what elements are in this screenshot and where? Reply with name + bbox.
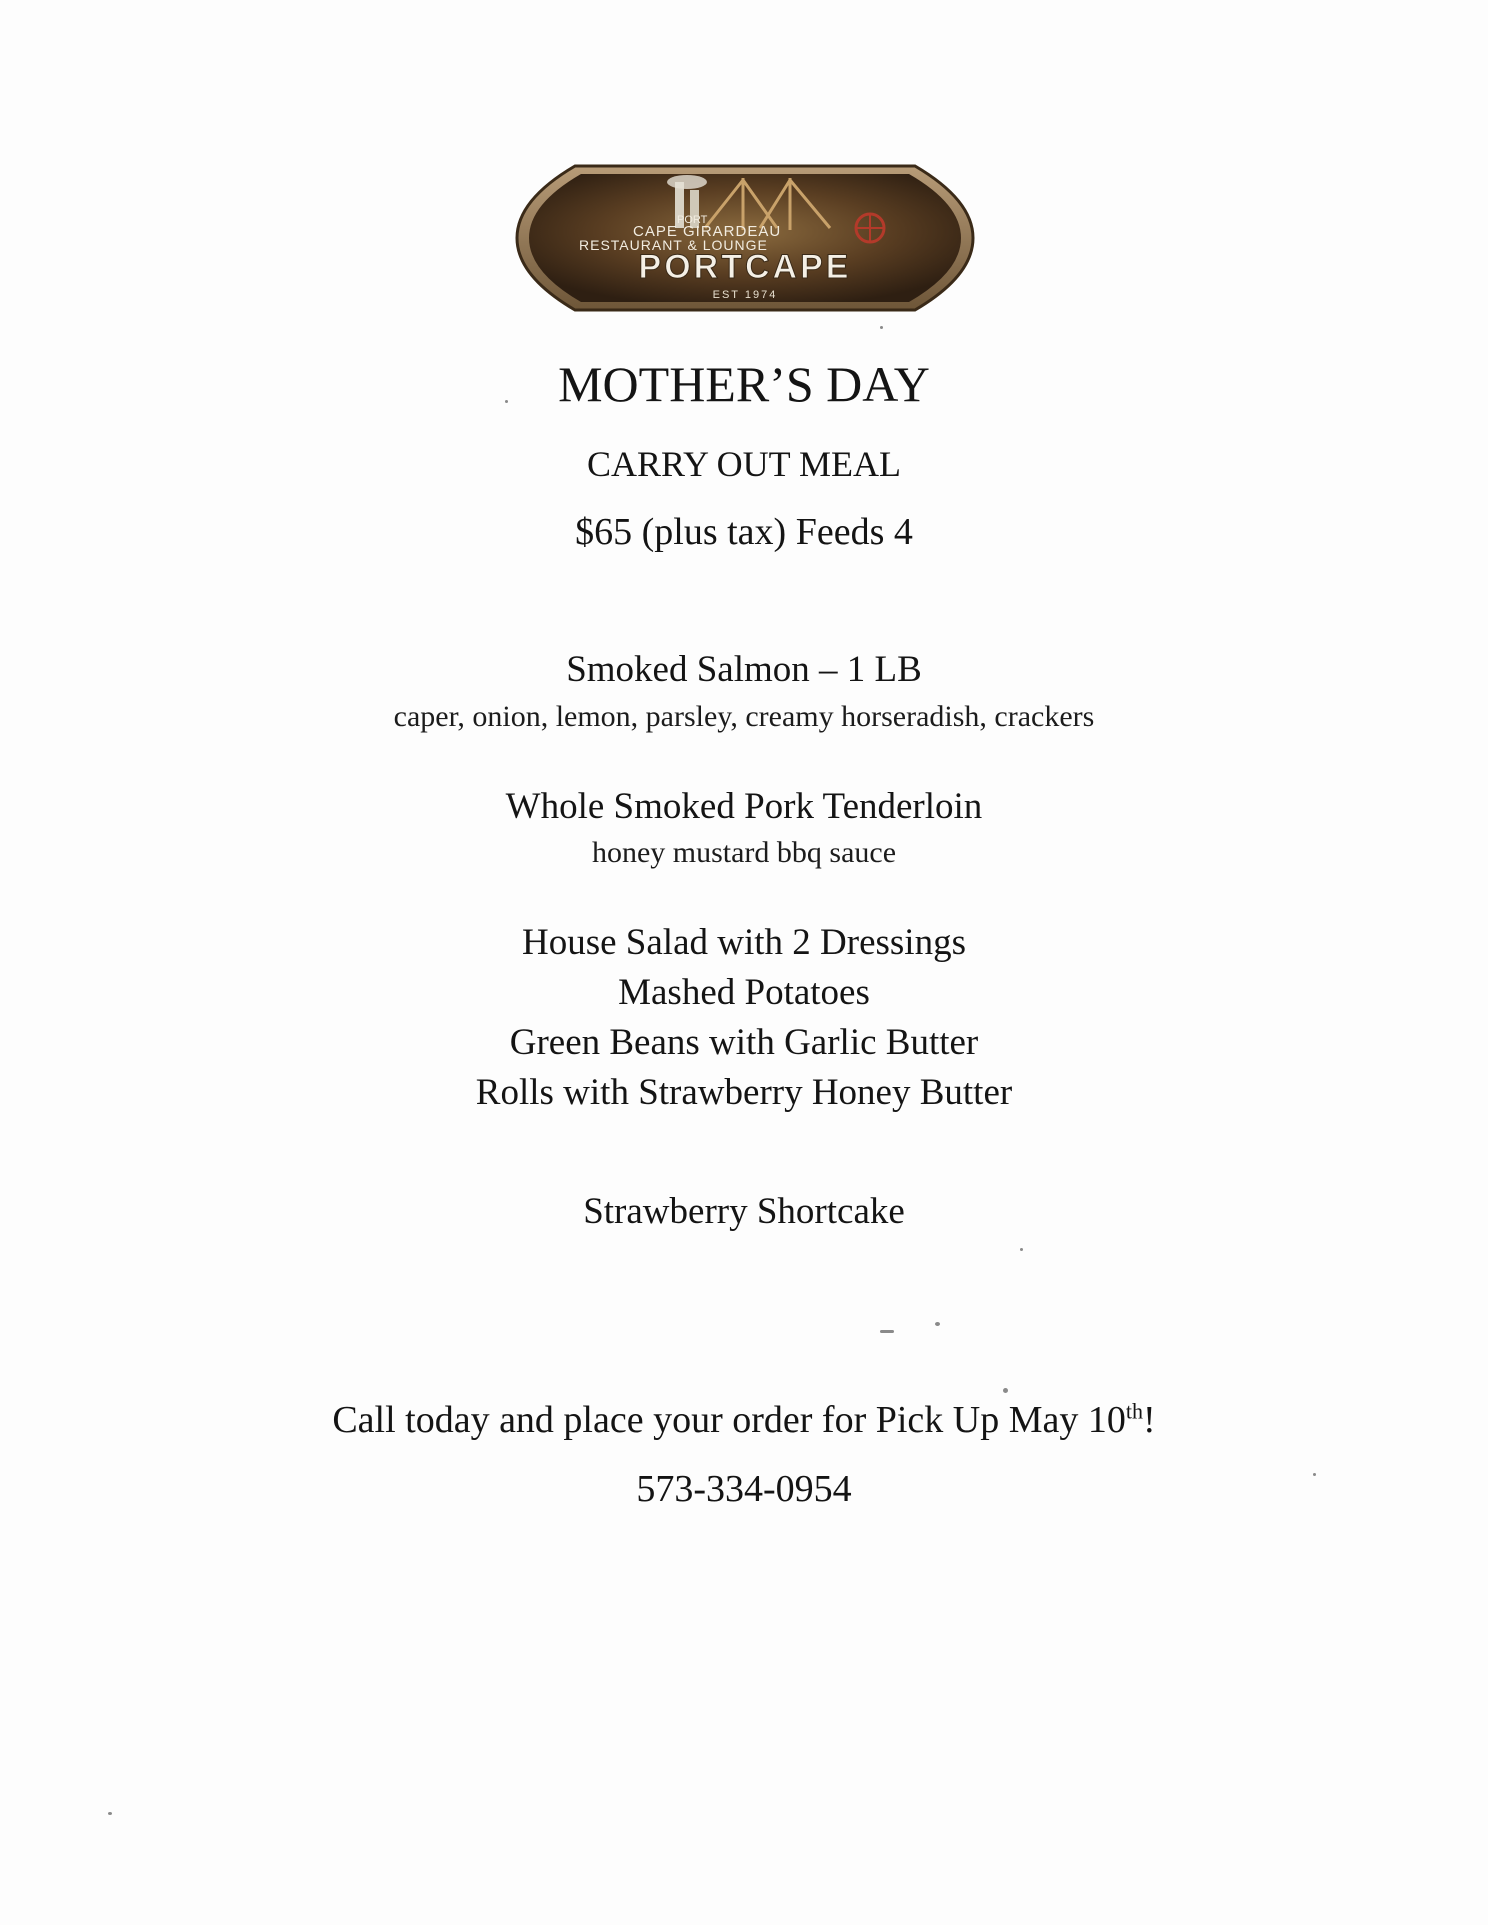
price-line: $65 (plus tax) Feeds 4 (575, 511, 913, 553)
side-item: Mashed Potatoes (618, 972, 870, 1013)
page-title: MOTHER’S DAY (558, 356, 930, 412)
logo-est: EST 1974 (712, 289, 778, 301)
logo-line-port: PORT (677, 214, 708, 226)
menu-item-salmon-description: caper, onion, lemon, parsley, creamy horseradish, crackers (393, 700, 1095, 733)
call-to-action (0, 1398, 1488, 1442)
cta-ordinal: th (1125, 1398, 1144, 1424)
scan-speck (505, 400, 508, 403)
subtitle: CARRY OUT MEAL (586, 444, 902, 484)
cta-exclamation: ! (1143, 1399, 1156, 1441)
logo-line-city: CAPE GIRARDEAU (633, 223, 782, 240)
scan-speck (1020, 1248, 1023, 1251)
side-item: Rolls with Strawberry Honey Butter (475, 1072, 1013, 1113)
logo-line-restaurant: RESTAURANT & LOUNGE (579, 237, 768, 253)
scan-speck (108, 1812, 112, 1815)
logo-brand: PORTCAPE (638, 248, 852, 286)
scan-speck (1003, 1388, 1008, 1393)
scan-speck (880, 1330, 894, 1333)
dessert-item: Strawberry Shortcake (583, 1191, 905, 1232)
scan-speck (935, 1322, 940, 1326)
scan-speck (1313, 1473, 1316, 1476)
side-item: Green Beans with Garlic Butter (509, 1022, 979, 1063)
phone-number: 573-334-0954 (636, 1468, 852, 1510)
cta-text: Call today and place your order for Pick Up May 10 (332, 1399, 1126, 1441)
menu-item-pork-description: honey mustard bbq sauce (591, 836, 897, 869)
side-item: House Salad with 2 Dressings (522, 922, 966, 963)
scan-speck (880, 326, 883, 329)
portcape-logo (515, 160, 975, 316)
menu-item-salmon-name: Smoked Salmon – 1 LB (566, 649, 922, 690)
menu-item-pork-name: Whole Smoked Pork Tenderloin (505, 786, 983, 827)
